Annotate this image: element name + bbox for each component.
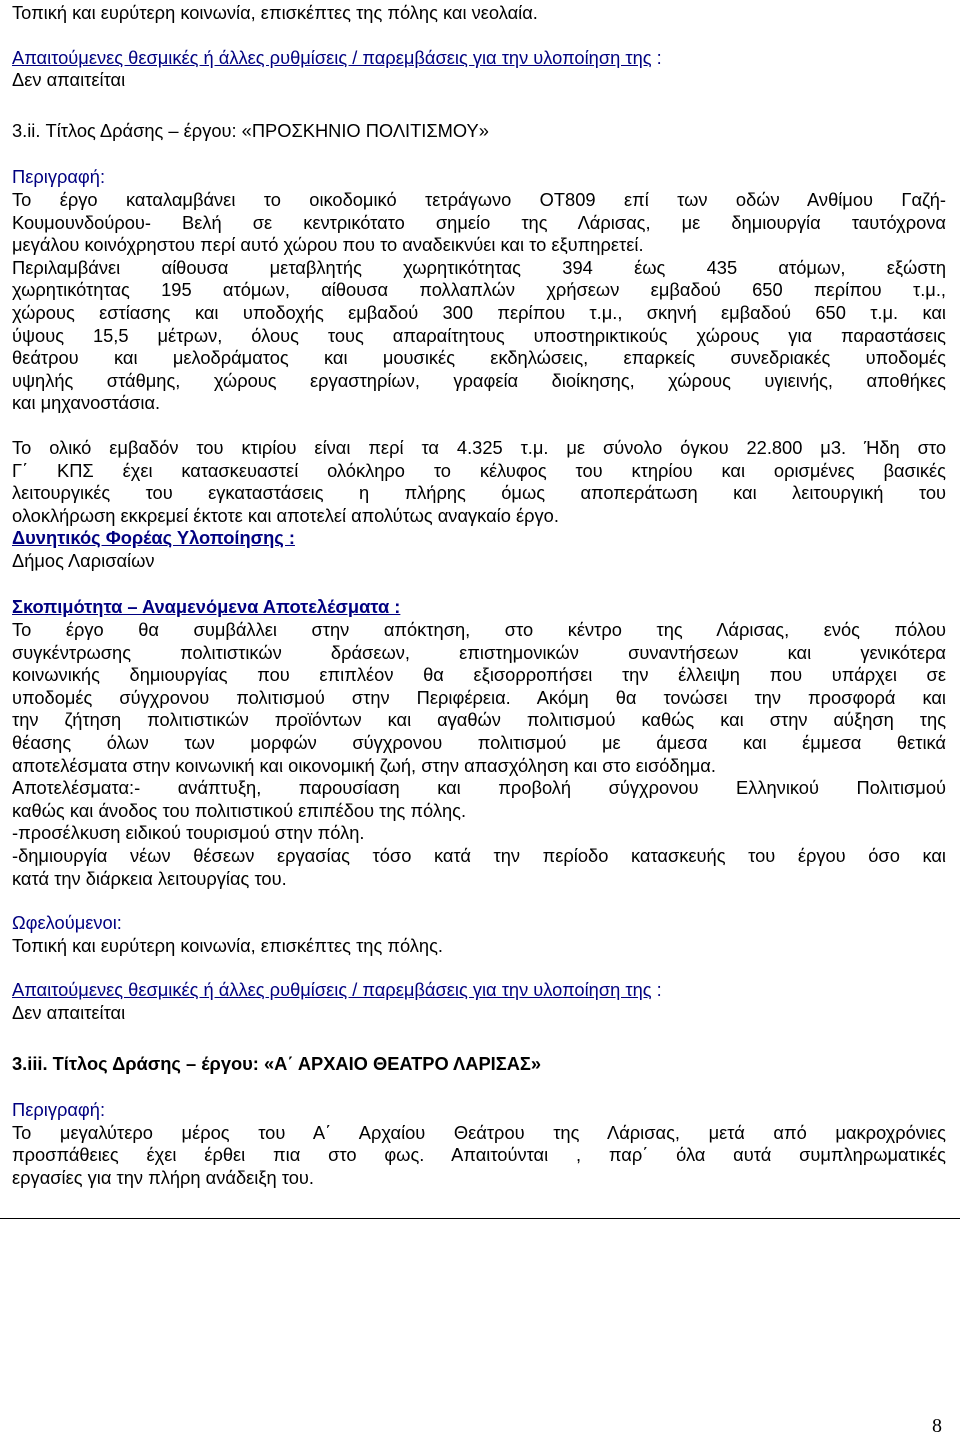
text-line: κατά την διάρκεια λειτουργίας του. [12, 867, 287, 889]
section-ii-requirements-label: Απαιτούμενες θεσμικές ή άλλες ρυθμίσεις / παρεμβάσεις για την υλοποίηση της [12, 979, 652, 1001]
text-line: Κουμουνδούρου- Βελή σε κεντρικότατο σημείο της Λάρισας, με δημιουργία ταυτόχρονα [12, 211, 946, 233]
text-line: Γ΄ ΚΠΣ έχει κατασκευαστεί ολόκληρο το κέλυφος του κτηρίου και ορισμένες βασικές [12, 459, 946, 481]
top-beneficiaries-text: Τοπική και ευρύτερη κοινωνία, επισκέπτες της πόλης και νεολαία. [12, 2, 538, 23]
text-line: -προσέλκυση ειδικού τουρισμού στην πόλη. [12, 822, 365, 844]
text-line: υποδομές σύγχρονου πολιτισμού στην Περιφέρεια. Ακόμη θα τονώσει την προσφορά και [12, 686, 946, 708]
text-line: την ζήτηση πολιτιστικών προϊόντων και αγαθών πολιτισμού καθώς και στην αύξηση της [12, 709, 946, 731]
text-line: και μηχανοστάσια. [12, 392, 161, 414]
top-requirements-heading [12, 47, 946, 70]
text-line: λειτουργικές του εγκαταστάσεις η πλήρης όμως αποπεράτωση και λειτουργική του [12, 482, 946, 504]
text-line: Αποτελέσματα:- ανάπτυξη, παρουσίαση και προβολή σύγχρονου Ελληνικού Πολιτισμού [12, 777, 946, 799]
section-ii-agency-label: Δυνητικός Φορέας Υλοποίησης : [12, 527, 295, 549]
text-line: Το μεγαλύτερο μέρος του Α΄ Αρχαίου Θεάτρου της Λάρισας, μετά από μακροχρόνιες [12, 1121, 946, 1143]
section-ii-requirements-colon: : [651, 979, 662, 1001]
section-ii-area [12, 437, 946, 527]
document-page [12, 0, 946, 1190]
text-line: Το έργο θα συμβάλλει στην απόκτηση, στο κέντρο της Λάρισας, ενός πόλου [12, 619, 946, 641]
text-line: θεάτρου και μελοδράματος και μουσικές εκδηλώσεις, επαρκείς συνεδριακές υποδομές [12, 347, 946, 369]
text-line: κοινωνικής δημιουργίας που επιπλέον θα εξισορροπήσει την έλλειψη που υπάρχει σε [12, 664, 946, 686]
section-ii-requirements-value: Δεν απαιτείται [12, 1001, 126, 1023]
top-requirements-colon: : [651, 46, 662, 68]
text-line: καθώς και άνοδος του πολιτιστικού επιπέδου της πόλης. [12, 799, 467, 821]
section-iii-description-label: Περιγραφή: [12, 1099, 106, 1121]
text-line: -δημιουργία νέων θέσεων εργασίας τόσο κατά την περίοδο κατασκευής του έργου όσο και [12, 845, 946, 866]
text-line: Περιλαμβάνει αίθουσα μεταβλητής χωρητικότητας 394 έως 435 ατόμων, εξώστη [12, 256, 946, 278]
top-requirements-value: Δεν απαιτείται [12, 69, 126, 91]
text-line: υψηλής στάθμης, χώρους εργαστηρίων, γραφεία διοίκησης, χώρους υγιεινής, αποθήκες [12, 369, 946, 391]
page-number: 8 [932, 1415, 942, 1437]
text-line: Το ολικό εμβαδόν του κτιρίου είναι περί τα 4.325 τ.μ. με σύνολο όγκου 22.800 μ3. Ήδη στο [12, 436, 946, 458]
section-divider [0, 1218, 960, 1219]
section-ii-beneficiaries-value: Τοπική και ευρύτερη κοινωνία, επισκέπτες της πόλης. [12, 934, 443, 956]
section-ii-agency-value: Δήμος Λαρισαίων [12, 549, 155, 571]
text-line: θέασης όλων των μορφών σύγχρονου πολιτισμού με άμεσα και έμμεσα θετικά [12, 732, 946, 754]
text-line: εργασίες για την πλήρη ανάδειξη του. [12, 1166, 314, 1188]
text-line: χώρους εστίασης και υποδοχής εμβαδού 300 περίπου τ.μ., σκηνή εμβαδού 650 τ.μ. και [12, 301, 946, 323]
section-ii-description-label: Περιγραφή: [12, 166, 106, 188]
text-line: μεγάλου κοινόχρηστου περί αυτό χώρου που το αναδεικνύει και το εξυπηρετεί. [12, 234, 644, 256]
section-ii-title: 3.ii. Τίτλος Δράσης – έργου: «ΠΡΟΣΚΗΝΙΟ ΠΟΛΙΤΙΣΜΟΥ» [12, 119, 489, 141]
top-requirements-label: Απαιτούμενες θεσμικές ή άλλες ρυθμίσεις / παρεμβάσεις για την υλοποίηση της [12, 46, 652, 68]
section-ii-purpose [12, 619, 946, 777]
text-line: ύψους 15,5 μέτρων, όλους τους απαραίτητους υποστηρικτικούς χώρους για παραστάσεις [12, 324, 946, 346]
text-line: χωρητικότητας 195 ατόμων, αίθουσα πολλαπλών χρήσεων εμβαδού 650 περίπου τ.μ., [12, 279, 946, 301]
text-line: αποτελέσματα στην κοινωνική και οικονομική ζωή, στην απασχόληση και στο εισόδημα. [12, 754, 716, 776]
text-line: συγκέντρωσης πολιτιστικών δράσεων, επιστημονικών συναντήσεων και γενικότερα [12, 641, 946, 663]
section-ii-description [12, 189, 946, 415]
section-ii-results [12, 777, 946, 890]
section-iii-title: 3.iii. Τίτλος Δράσης – έργου: «Α΄ ΑΡΧΑΙΟ ΘΕΑΤΡΟ ΛΑΡΙΣΑΣ» [12, 1052, 542, 1074]
section-ii-beneficiaries-label: Ωφελούμενοι: [12, 912, 122, 934]
section-ii-requirements-heading [12, 979, 946, 1002]
section-ii-purpose-label: Σκοπιμότητα – Αναμενόμενα Αποτελέσματα : [12, 596, 401, 618]
text-line: προσπάθειες έχει έρθει πια στο φως. Απαιτούνται , παρ΄ όλα αυτά συμπληρωματικές [12, 1144, 946, 1166]
text-line: ολοκλήρωση εκκρεμεί έκτοτε και αποτελεί απολύτως αναγκαίο έργο. [12, 504, 559, 526]
section-iii-description [12, 1122, 946, 1190]
text-line: Το έργο καταλαμβάνει το οικοδομικό τετράγωνο ΟΤ809 επί των οδών Ανθίμου Γαζή- [12, 188, 946, 210]
